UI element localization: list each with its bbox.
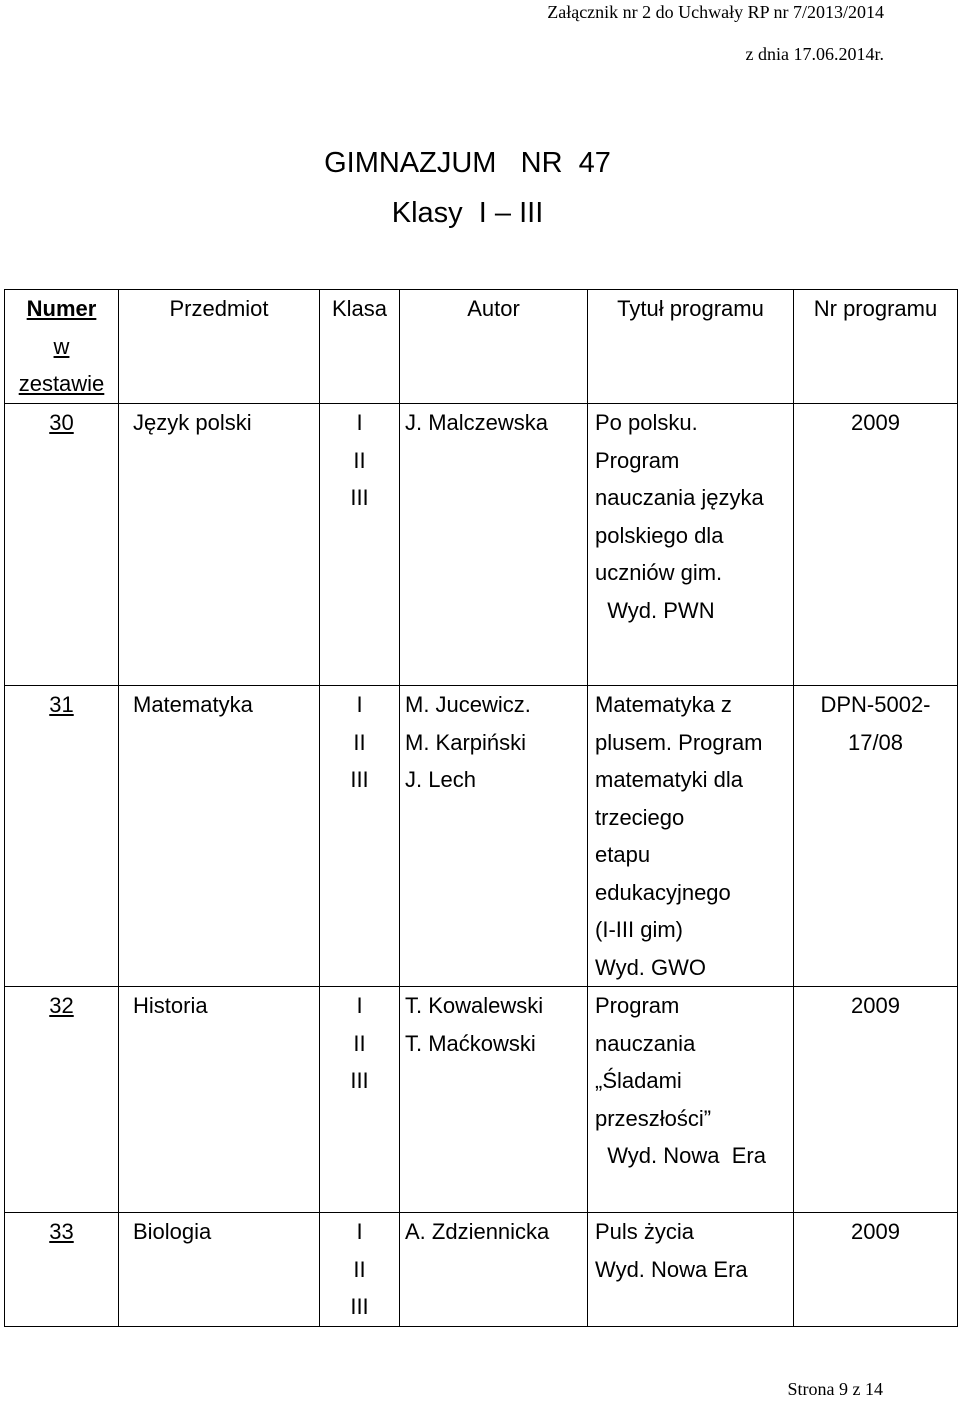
- header-nr: Nr programu: [794, 290, 958, 404]
- row-class-line: III: [350, 485, 369, 510]
- row-number-text: 32: [49, 993, 74, 1018]
- row-program-title: [588, 404, 794, 686]
- row-program-title-line: nauczania języka: [595, 485, 764, 510]
- row-number: [5, 987, 119, 1213]
- row-author-line: M. Jucewicz.: [405, 692, 531, 717]
- page-number: Strona 9 z 14: [787, 1379, 883, 1399]
- row-class: [320, 1213, 400, 1327]
- row-author-line: T. Kowalewski: [405, 993, 544, 1018]
- row-program-title-line: przeszłości”: [595, 1105, 712, 1131]
- row-number: [5, 404, 119, 686]
- row-program-number-line: 2009: [851, 410, 900, 435]
- row-class: [320, 987, 400, 1213]
- header-date-line: z dnia 17.06.2014r.: [745, 44, 884, 64]
- row-author-line: A. Zdziennicka: [405, 1219, 550, 1244]
- row-program-title-line: Matematyka z: [595, 692, 732, 717]
- row-program-title: [588, 987, 794, 1213]
- page-subtitle: Klasy I – III: [391, 197, 544, 229]
- header-tytul: Tytuł programu: [588, 290, 794, 404]
- row-program-title-line: Program: [595, 447, 680, 473]
- table-header-row: [5, 290, 958, 404]
- row-program-title-line: Puls życia: [595, 1219, 695, 1244]
- row-program-title-line: matematyki dla: [595, 767, 743, 792]
- row-program-title-line: trzeciego: [595, 804, 685, 830]
- row-author: [400, 1213, 588, 1327]
- table-row: [5, 987, 958, 1213]
- row-class-line: II: [353, 447, 366, 473]
- row-author: [400, 987, 588, 1213]
- row-program-number-line: 2009: [851, 993, 900, 1018]
- row-program-number: [794, 686, 958, 987]
- row-program-title-line: Wyd. PWN: [595, 597, 715, 623]
- row-class-line: I: [356, 410, 363, 435]
- table-row: [5, 686, 958, 987]
- row-program-title-line: uczniów gim.: [595, 560, 723, 585]
- row-author-line: T. Maćkowski: [405, 1030, 536, 1056]
- row-class-line: III: [350, 1294, 369, 1319]
- header-numer: [5, 290, 119, 404]
- row-program-title-line: Wyd. Nowa Era: [595, 1256, 748, 1282]
- program-table: [4, 289, 958, 1327]
- row-subject: Matematyka: [119, 686, 320, 987]
- row-number: [5, 686, 119, 987]
- row-subject: Historia: [119, 987, 320, 1213]
- row-author-line: J. Malczewska: [405, 410, 549, 435]
- row-program-title-line: Po polsku.: [595, 410, 698, 435]
- row-class: [320, 686, 400, 987]
- header-numer-line: zestawie: [18, 371, 105, 396]
- row-program-title-line: „Śladami: [595, 1068, 682, 1093]
- row-program-title-line: Wyd. GWO: [595, 954, 707, 980]
- row-class: [320, 404, 400, 686]
- row-number-text: 30: [49, 410, 74, 435]
- row-program-title-line: (I-III gim): [595, 917, 683, 942]
- row-class-line: II: [353, 1256, 366, 1282]
- header-numer-line: Numer: [26, 296, 97, 321]
- table-row: [5, 404, 958, 686]
- header-attachment-line: Załącznik nr 2 do Uchwały RP nr 7/2013/2014: [547, 2, 884, 22]
- row-program-title-line: Wyd. Nowa Era: [595, 1143, 766, 1168]
- row-program-title: [588, 1213, 794, 1327]
- row-author-line: M. Karpiński: [405, 729, 527, 755]
- header-przedmiot: Przedmiot: [119, 290, 320, 404]
- row-author: [400, 686, 588, 987]
- table-row: [5, 1213, 958, 1327]
- row-program-title-line: edukacyjnego: [595, 879, 731, 905]
- row-number-text: 31: [49, 692, 74, 717]
- row-number: [5, 1213, 119, 1327]
- page-title: GIMNAZJUM NR 47: [324, 147, 611, 179]
- header-klasa: Klasa: [320, 290, 400, 404]
- row-program-number-line: 17/08: [847, 729, 904, 755]
- row-program-number-line: 2009: [851, 1219, 900, 1244]
- row-class-line: III: [350, 1068, 369, 1093]
- header-autor: Autor: [400, 290, 588, 404]
- row-program-number: [794, 404, 958, 686]
- row-subject: Biologia: [119, 1213, 320, 1327]
- row-class-line: III: [350, 767, 369, 792]
- row-program-title-line: polskiego dla: [595, 522, 724, 548]
- row-program-number-line: DPN-5002-: [820, 692, 931, 717]
- row-program-title-line: plusem. Program: [595, 729, 763, 755]
- row-class-line: I: [356, 692, 363, 717]
- row-program-title: [588, 686, 794, 987]
- row-author-line: J. Lech: [405, 767, 476, 792]
- row-subject: Język polski: [119, 404, 320, 686]
- header-numer-line: w: [53, 333, 70, 359]
- row-program-title-line: Program: [595, 993, 680, 1018]
- row-class-line: I: [356, 993, 363, 1018]
- row-program-number: [794, 1213, 958, 1327]
- row-program-number: [794, 987, 958, 1213]
- row-class-line: I: [356, 1219, 363, 1244]
- row-class-line: II: [353, 1030, 366, 1056]
- row-program-title-line: nauczania: [595, 1030, 696, 1056]
- row-author: [400, 404, 588, 686]
- row-program-title-line: etapu: [595, 842, 651, 867]
- row-number-text: 33: [49, 1219, 74, 1244]
- row-class-line: II: [353, 729, 366, 755]
